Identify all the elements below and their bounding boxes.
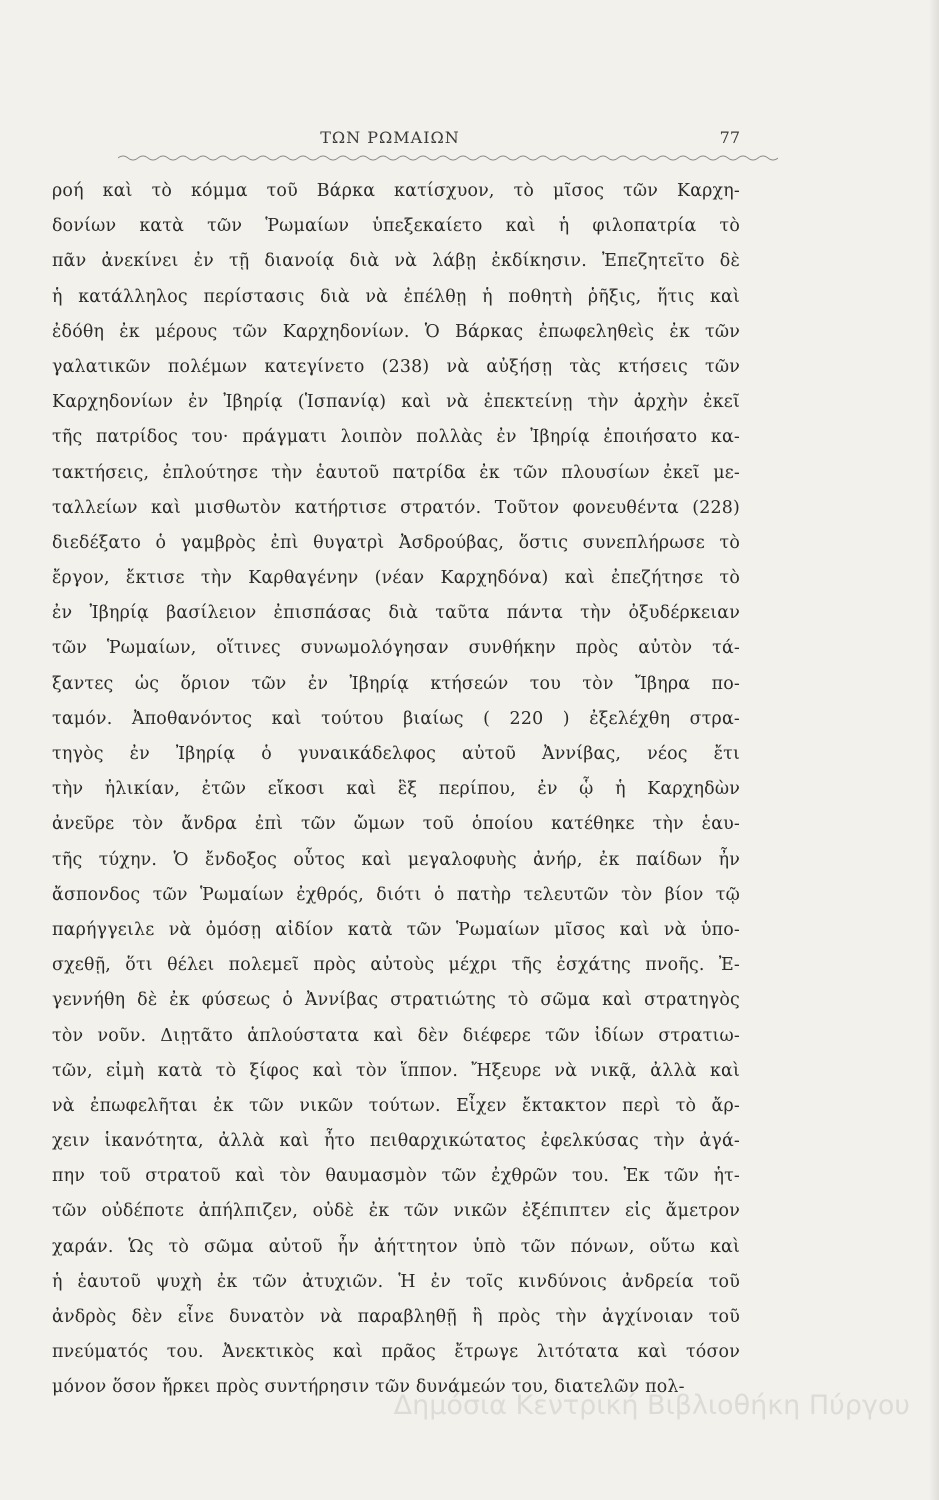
text-line: πᾶν ἀνεκίνει ἐν τῇ διανοίᾳ διὰ νὰ λάβῃ ἐκδίκησιν. Ἐπεζητεῖτο δὲ xyxy=(52,251,740,272)
text-line: τῶν, εἰμὴ κατὰ τὸ ξίφος καὶ τὸν ἵππον. Ἤξευρε νὰ νικᾷ, ἀλλὰ καὶ xyxy=(52,1060,740,1081)
text-line: νὰ ἐπωφελῆται ἐκ τῶν νικῶν τούτων. Εἶχεν ἔκτακτον περὶ τὸ ἄρ- xyxy=(52,1095,740,1116)
text-line: πην τοῦ στρατοῦ καὶ τὸν θαυμασμὸν τῶν ἐχθρῶν του. Ἐκ τῶν ἡτ- xyxy=(52,1166,740,1187)
text-line: παρήγγειλε νὰ ὀμόσῃ αἰδίον κατὰ τῶν Ῥωμαίων μῖσος καὶ νὰ ὑπο- xyxy=(52,919,740,940)
text-line: ταλλείων καὶ μισθωτὸν κατήρτισε στρατόν. Τοῦτον φονευθέντα (228) xyxy=(52,497,740,518)
text-line: ταμόν. Ἀποθανόντος καὶ τούτου βιαίως ( 220 ) ἐξελέχθη στρα- xyxy=(52,708,740,729)
text-line: πνεύματός του. Ἀνεκτικὸς καὶ πρᾶος ἔτρωγε λιτότατα καὶ τόσον xyxy=(52,1342,740,1363)
text-line: χαράν. Ὡς τὸ σῶμα αὐτοῦ ἦν ἀήττητον ὑπὸ τῶν πόνων, οὕτω καὶ xyxy=(52,1236,740,1257)
text-line: γαλατικῶν πολέμων κατεγίνετο (238) νὰ αὐξήσῃ τὰς κτήσεις τῶν xyxy=(52,356,740,377)
text-line: ξαντες ὡς ὅριον τῶν ἐν Ἰβηρίᾳ κτήσεών του τὸν Ἴβηρα πο- xyxy=(52,673,740,694)
text-line: σχεθῇ, ὅτι θέλει πολεμεῖ πρὸς αὐτοὺς μέχρι τῆς ἐσχάτης πνοῆς. Ἐ- xyxy=(52,955,740,976)
text-line: δονίων κατὰ τῶν Ῥωμαίων ὑπεξεκαίετο καὶ ἡ φιλοπατρία τὸ xyxy=(52,216,740,237)
text-line: τὸν νοῦν. Διῃτᾶτο ἁπλούστατα καὶ δὲν διέφερε τῶν ἰδίων στρατιω- xyxy=(52,1025,740,1046)
text-line: ἔργον, ἔκτισε τὴν Καρθαγένην (νέαν Καρχηδόνα) καὶ ἐπεζήτησε τὸ xyxy=(52,568,740,589)
header-wavy-rule xyxy=(118,153,778,163)
text-line: χειν ἱκανότητα, ἀλλὰ καὶ ἦτο πειθαρχικώτατος ἐφελκύσας τὴν ἀγά- xyxy=(52,1131,740,1152)
page-number: 77 xyxy=(719,128,740,147)
text-line: ἐν Ἰβηρίᾳ βασίλειον ἐπισπάσας διὰ ταῦτα πάντα τὴν ὀξυδέρκειαν xyxy=(52,603,740,624)
text-line: τῆς τύχην. Ὁ ἔνδοξος οὗτος καὶ μεγαλοφυὴς ἀνήρ, ἐκ παίδων ἦν xyxy=(52,849,740,870)
text-line: ἡ κατάλληλος περίστασις διὰ νὰ ἐπέλθῃ ἡ ποθητὴ ῥῆξις, ἥτις καὶ xyxy=(52,286,740,307)
text-line: τὴν ἡλικίαν, ἐτῶν εἴκοσι καὶ ἓξ περίπου, ἐν ᾧ ἡ Καρχηδὼν xyxy=(52,779,740,800)
page-header xyxy=(40,128,740,160)
text-line: τῶν Ῥωμαίων, οἵτινες συνωμολόγησαν συνθήκην πρὸς αὐτὸν τά- xyxy=(52,638,740,659)
text-line: διεδέξατο ὁ γαμβρὸς ἐπὶ θυγατρὶ Ἀσδρούβας, ὅστις συνεπλήρωσε τὸ xyxy=(52,532,740,553)
text-line: γεννήθη δὲ ἐκ φύσεως ὁ Ἀννίβας στρατιώτης τὸ σῶμα καὶ στρατηγὸς xyxy=(52,990,740,1011)
text-line: ἐδόθη ἐκ μέρους τῶν Καρχηδονίων. Ὁ Βάρκας ἐπωφεληθεὶς ἐκ τῶν xyxy=(52,321,740,342)
text-line: Καρχηδονίων ἐν Ἰβηρίᾳ (Ἱσπανίᾳ) καὶ νὰ ἐπεκτείνῃ τὴν ἀρχὴν ἐκεῖ xyxy=(52,392,740,413)
text-line: τῆς πατρίδος του· πράγματι λοιπὸν πολλὰς ἐν Ἰβηρίᾳ ἐποιήσατο κα- xyxy=(52,427,740,448)
text-line: ἡ ἑαυτοῦ ψυχὴ ἐκ τῶν ἀτυχιῶν. Ἡ ἐν τοῖς κινδύνοις ἀνδρεία τοῦ xyxy=(52,1271,740,1292)
running-title: ΤΩΝ ΡΩΜΑΙΩΝ xyxy=(320,128,460,147)
text-line: τῶν οὐδέποτε ἀπήλπιζεν, οὐδὲ ἐκ τῶν νικῶν ἐξέπιπτεν εἰς ἄμετρον xyxy=(52,1201,740,1222)
body-text xyxy=(52,174,740,1406)
text-line: τηγὸς ἐν Ἰβηρίᾳ ὁ γυναικάδελφος αὐτοῦ Ἀννίβας, νέος ἔτι xyxy=(52,744,740,764)
text-line: ἀνεῦρε τὸν ἄνδρα ἐπὶ τῶν ὤμων τοῦ ὁποίου κατέθηκε τὴν ἑαυ- xyxy=(52,814,740,835)
page-edge-shadow xyxy=(929,0,939,1500)
text-line: ἀνδρὸς δὲν εἶνε δυνατὸν νὰ παραβληθῇ ἢ πρὸς τὴν ἀγχίνοιαν τοῦ xyxy=(52,1307,740,1327)
library-watermark: Δημόσια Κεντρική Βιβλιοθήκη Πύργου xyxy=(393,1390,910,1421)
text-line: ροή καὶ τὸ κόμμα τοῦ Βάρκα κατίσχυον, τὸ μῖσος τῶν Καρχη- xyxy=(52,181,740,201)
text-line: τακτήσεις, ἐπλούτησε τὴν ἑαυτοῦ πατρίδα ἐκ τῶν πλουσίων ἐκεῖ με- xyxy=(52,462,740,483)
text-line: μόνον ὅσον ἤρκει πρὸς συντήρησιν τῶν δυνάμεών του, διατελῶν πολ- xyxy=(52,1377,685,1398)
text-line: ἄσπονδος τῶν Ῥωμαίων ἐχθρός, διότι ὁ πατὴρ τελευτῶν τὸν βίον τῷ xyxy=(52,884,740,905)
